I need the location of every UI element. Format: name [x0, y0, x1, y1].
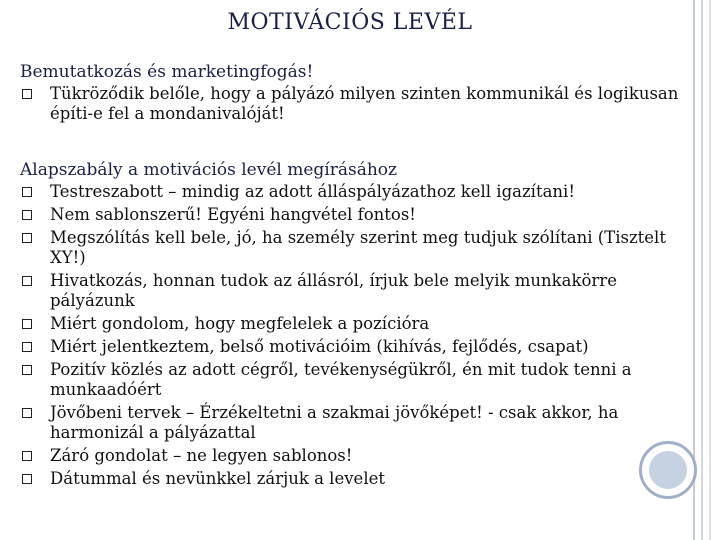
bullet-list — [20, 182, 692, 489]
list-item-text: Testreszabott – mindig az adott álláspályázathoz kell igazítani! — [50, 182, 575, 201]
list-item — [20, 228, 692, 268]
section-heading: Alapszabály a motivációs levél megírásához — [20, 160, 397, 180]
list-item — [20, 314, 692, 334]
list-item — [20, 403, 692, 443]
square-bullet-icon — [22, 276, 32, 286]
square-bullet-icon — [22, 233, 32, 243]
square-bullet-icon — [22, 342, 32, 352]
square-bullet-icon — [22, 408, 32, 418]
right-border-rule — [709, 0, 711, 540]
slide-title: MOTIVÁCIÓS LEVÉL — [227, 10, 473, 35]
list-item — [20, 446, 692, 466]
square-bullet-icon — [22, 89, 32, 99]
list-item — [20, 360, 692, 400]
square-bullet-icon — [22, 474, 32, 484]
list-item-text: Nem sablonszerű! Egyéni hangvétel fontos! — [50, 205, 416, 224]
square-bullet-icon — [22, 319, 32, 329]
section-rules — [20, 160, 692, 492]
square-bullet-icon — [22, 451, 32, 461]
section-heading: Bemutatkozás és marketingfogás! — [20, 62, 314, 82]
list-item-text: Miért gondolom, hogy megfelelek a pozícióra — [50, 314, 430, 333]
right-border-rule — [701, 0, 703, 540]
list-item-text: Záró gondolat – ne legyen sablonos! — [50, 446, 353, 465]
list-item — [20, 337, 692, 357]
list-item-text: Tükröződik belőle, hogy a pályázó milyen szinten kommunikál és logikusan építi-e fel a mondanivalóját! — [50, 84, 679, 123]
list-item — [20, 182, 692, 202]
square-bullet-icon — [22, 210, 32, 220]
list-item-text: Miért jelentkeztem, belső motivációim (kihívás, fejlődés, csapat) — [50, 337, 589, 356]
list-item-text: Pozitív közlés az adott cégről, tevékenységükről, én mit tudok tenni a munkaadóért — [50, 360, 632, 399]
list-item — [20, 469, 692, 489]
bullet-list — [20, 84, 692, 124]
list-item-text: Dátummal és nevünkkel zárjuk a levelet — [50, 469, 385, 488]
list-item-text: Jövőbeni tervek – Érzékeltetni a szakmai jövőképet! - csak akkor, ha harmonizál a pályázattal — [50, 403, 619, 442]
list-item — [20, 271, 692, 311]
list-item-text: Megszólítás kell bele, jó, ha személy szerint meg tudjuk szólítani (Tisztelt XY!) — [50, 228, 666, 267]
square-bullet-icon — [22, 365, 32, 375]
list-item — [20, 84, 692, 124]
list-item-text: Hivatkozás, honnan tudok az állásról, írjuk bele melyik munkakörre pályázunk — [50, 271, 617, 310]
square-bullet-icon — [22, 187, 32, 197]
section-intro — [20, 62, 692, 127]
list-item — [20, 205, 692, 225]
